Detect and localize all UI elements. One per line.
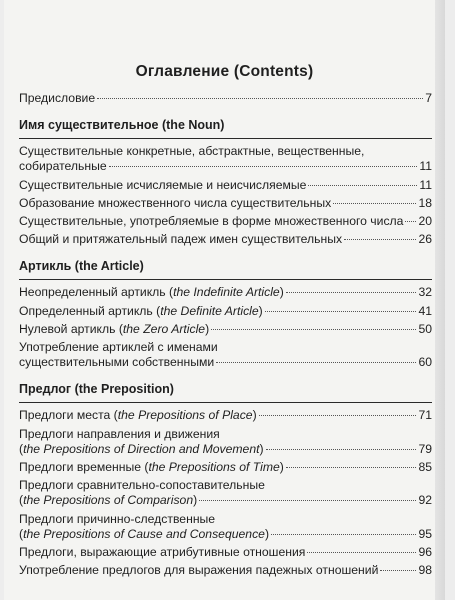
toc-entry-text: Предлоги, выражающие атрибутивные отношения — [19, 545, 306, 560]
book-page — [4, 0, 445, 600]
section-heading: Предлог (the Preposition) — [19, 382, 174, 397]
toc-entry-line: Предлоги сравнительно-сопоставительные — [19, 478, 265, 493]
page-number: 20 — [418, 214, 432, 229]
toc-entry-text: Определенный артикль (the Definite Article) — [19, 303, 263, 318]
toc-entry-line: Употребление артиклей с именами — [19, 340, 218, 355]
dot-leader — [344, 239, 416, 240]
dot-leader — [333, 203, 416, 204]
toc-entry-line: Существительные конкретные, абстрактные, вещественные, — [19, 144, 365, 159]
page-number: 60 — [418, 355, 432, 370]
page-number: 71 — [418, 408, 432, 423]
page-number: 18 — [418, 195, 432, 210]
toc-content — [19, 91, 432, 578]
toc-entry-line: Предлоги направления и движения — [19, 426, 220, 441]
toc-entry-text: Существительные исчисляемые и неисчисляемые — [19, 177, 307, 192]
dot-leader — [211, 329, 416, 330]
dot-leader — [265, 311, 417, 312]
toc-entry-last-line — [19, 232, 432, 247]
page-number: 11 — [419, 177, 432, 192]
toc-entry-last-line — [19, 355, 432, 370]
toc-entry — [19, 545, 432, 560]
page-number: 96 — [418, 545, 432, 560]
toc-entry-last-line — [19, 563, 432, 578]
dot-leader — [286, 292, 417, 293]
toc-entry-text: (the Prepositions of Comparison) — [19, 493, 198, 508]
toc-entry — [19, 478, 432, 508]
toc-entry — [19, 285, 432, 300]
english-term: the Prepositions of Cause and Consequence — [23, 526, 265, 541]
dot-leader — [97, 98, 423, 99]
page-number: 98 — [418, 563, 432, 578]
toc-entry-last-line — [19, 304, 432, 319]
page-number: 92 — [418, 493, 432, 508]
page-number: 26 — [418, 232, 432, 247]
dot-leader — [266, 449, 417, 450]
section-heading: Артикль (the Article) — [19, 259, 144, 274]
page-number: 50 — [418, 321, 432, 336]
toc-entry-text: (the Prepositions of Cause and Consequence) — [19, 526, 270, 541]
toc-entry — [19, 408, 432, 423]
page-number: 95 — [418, 526, 432, 541]
toc-entry — [19, 512, 432, 542]
toc-entry-text: Существительные, употребляемые в форме множественного числа — [19, 214, 404, 229]
toc-entry-last-line — [19, 322, 432, 337]
toc-entry-last-line — [19, 178, 432, 193]
toc-entry-text: Образование множественного числа существительных — [19, 195, 332, 210]
toc-entry-text: Неопределенный артикль (the Indefinite Article) — [19, 285, 284, 300]
page-edge — [435, 0, 445, 600]
english-term: the Prepositions of Comparison — [23, 493, 194, 508]
dot-leader — [380, 570, 416, 571]
english-term: the Prepositions of Time — [148, 460, 280, 475]
dot-leader — [286, 467, 417, 468]
toc-entry-text: Предисловие — [19, 91, 96, 105]
toc-entry-line: Предлоги причинно-следственные — [19, 511, 216, 526]
toc-entry-text: Предлоги места (the Prepositions of Place) — [19, 408, 257, 423]
toc-entry-last-line — [19, 285, 432, 300]
page-number: 7 — [425, 91, 432, 105]
dot-leader — [216, 362, 416, 363]
section-heading: Имя существительное (the Noun) — [19, 118, 225, 133]
english-term: the Indefinite Article — [173, 285, 280, 300]
toc-entry-last-line — [19, 159, 432, 174]
toc-entry — [19, 214, 432, 229]
english-term: the Prepositions of Direction and Movement — [23, 441, 260, 456]
dot-leader — [109, 166, 418, 167]
english-term: the Zero Article — [122, 321, 206, 336]
toc-title: Оглавление (Contents) — [135, 63, 314, 80]
page-number: 79 — [418, 441, 432, 456]
page-number: 85 — [418, 460, 432, 475]
toc-entry-last-line — [19, 214, 432, 229]
section-rule — [19, 279, 432, 280]
toc-entry — [19, 563, 432, 578]
toc-entry — [19, 340, 432, 370]
toc-entry-text: Предлоги временные (the Prepositions of Time) — [19, 460, 284, 475]
dot-leader — [259, 415, 417, 416]
page-number: 32 — [418, 285, 432, 300]
toc-entry — [19, 460, 432, 475]
toc-entry — [19, 196, 432, 211]
english-term: the Prepositions of Place — [117, 408, 253, 423]
toc-entry-text: (the Prepositions of Direction and Movement) — [19, 441, 264, 456]
toc-entry-preface — [19, 91, 432, 106]
toc-entry-last-line — [19, 442, 432, 457]
page-number: 41 — [418, 303, 432, 318]
toc-entry-last-line — [19, 460, 432, 475]
toc-entry-last-line — [19, 408, 432, 423]
dot-leader — [199, 500, 416, 501]
toc-entry-text: собирательные — [19, 159, 107, 174]
toc-entry-last-line — [19, 196, 432, 211]
toc-entry-text: существительными собственными — [19, 355, 215, 370]
toc-entry — [19, 322, 432, 337]
toc-entry-text: Нулевой артикль (the Zero Article) — [19, 321, 210, 336]
toc-entry-last-line — [19, 493, 432, 508]
toc-entry — [19, 178, 432, 193]
toc-entry — [19, 304, 432, 319]
toc-entry-text: Употребление предлогов для выражения падежных отношений — [19, 563, 379, 578]
page-number: 11 — [419, 159, 432, 174]
dot-leader — [271, 534, 416, 535]
toc-entry — [19, 144, 432, 174]
toc-entry — [19, 427, 432, 457]
dot-leader — [308, 185, 417, 186]
toc-entry-last-line — [19, 527, 432, 542]
english-term: the Definite Article — [160, 303, 259, 318]
dot-leader — [307, 552, 416, 553]
dot-leader — [405, 221, 416, 222]
toc-entry-text: Общий и притяжательный падеж имен существительных — [19, 232, 343, 247]
section-rule — [19, 402, 432, 403]
section-rule — [19, 138, 432, 139]
toc-entry-last-line — [19, 545, 432, 560]
toc-entry — [19, 232, 432, 247]
